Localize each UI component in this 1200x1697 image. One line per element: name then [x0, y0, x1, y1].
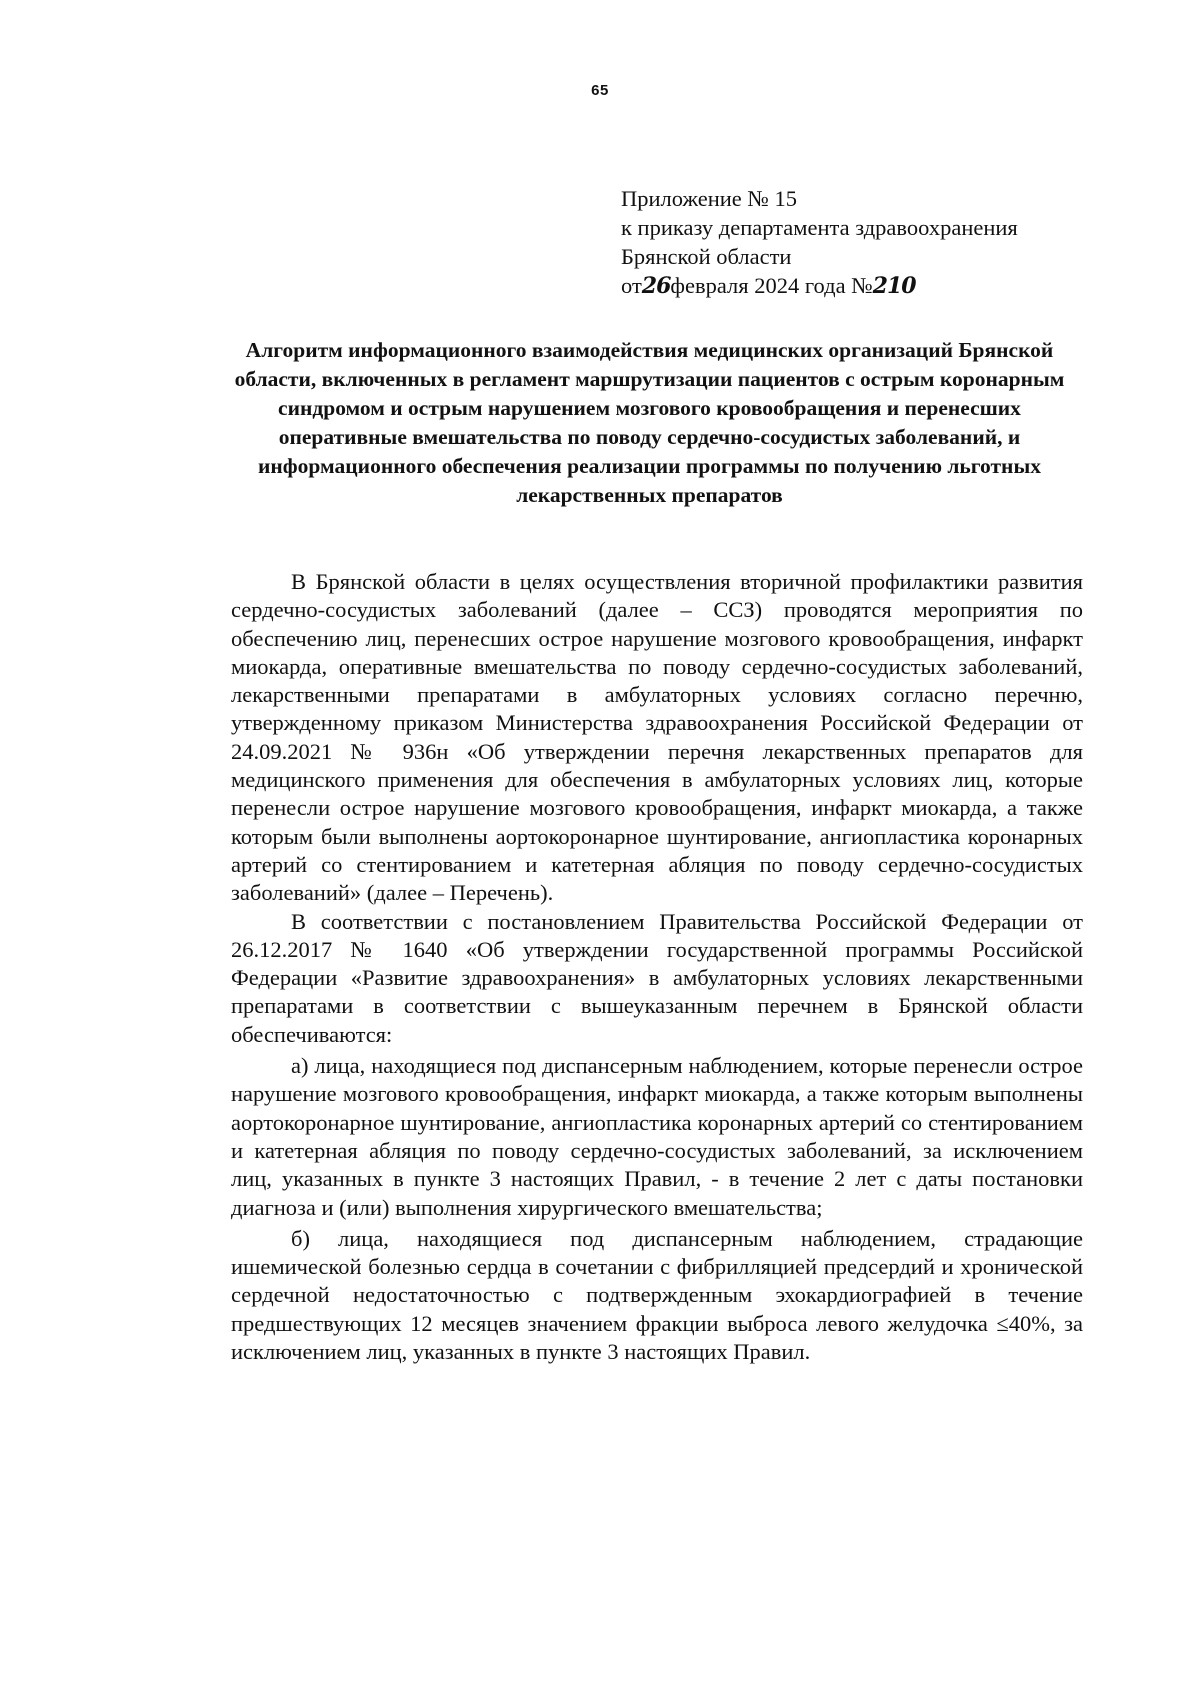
paragraph-intro: В Брянской области в целях осуществления вторичной профилактики развития сердечно-сосудистых заболеваний (далее – ССЗ) проводятся мероприятия по обеспечению лиц, перенесших острое нарушение мозгового кровообращения, инфаркт миокарда, оперативные вмешательства по поводу сердечно-сосудистых заболеваний, лекарственными препаратами в амбулаторных условиях согласно перечню, утвержденному приказом Министерства здравоохранения Российской Федерации от 24.09.2021 № 936н «Об утверждении перечня лекарственных препаратов для медицинского применения для обеспечения в амбулаторных условиях лиц, которые перенесли острое нарушение мозгового кровообращения, инфаркт миокарда, а также которым были выполнены аортокоронарное шунтирование, ангиопластика коронарных артерий со стентированием и катетерная абляция по поводу сердечно-сосудистых заболеваний» (далее – Перечень).	[231, 569, 1083, 906]
appendix-header	[621, 184, 1141, 301]
date-prefix: от	[621, 273, 642, 298]
appendix-order-date	[621, 271, 1141, 301]
appendix-order-reference: к приказу департамента здравоохранения	[621, 215, 1018, 240]
paragraph-item-b: б) лица, находящиеся под диспансерным наблюдением, страдающие ишемической болезнью сердца в сочетании с фибрилляцией предсердий и хронической сердечной недостаточностью с подтвержденным эхокардиографией в течение предшествующих 12 месяцев значением фракции выброса левого желудочка ≤40%, за исключением лиц, указанных в пункте 3 настоящих Правил.	[231, 1225, 1083, 1365]
page-number: 65	[591, 82, 609, 99]
appendix-region: Брянской области	[621, 244, 792, 269]
handwritten-date-day: 26	[641, 273, 671, 299]
document-title: Алгоритм информационного взаимодействия медицинских организаций Брянской области, включенных в регламент маршрутизации пациентов с острым коронарным синдромом и острым нарушением мозгового кровообращения и перенесших оперативные вмешательства по поводу сердечно-сосудистых заболеваний, и информационного обеспечения реализации программы по получению льготных лекарственных препаратов	[234, 338, 1065, 507]
paragraph-resolution: В соответствии с постановлением Правительства Российской Федерации от 26.12.2017 № 1640 «Об утверждении государственной программы Российской Федерации «Развитие здравоохранения» в амбулаторных условиях лекарственными препаратами в соответствии с вышеуказанным перечнем в Брянской области обеспечиваются:	[231, 908, 1083, 1047]
handwritten-order-number: 210	[872, 273, 916, 299]
paragraph-item-a: а) лица, находящиеся под диспансерным наблюдением, которые перенесли острое нарушение мозгового кровообращения, инфаркт миокарда, а также которым выполнены аортокоронарное шунтирование, ангиопластика коронарных артерий со стентированием и катетерная абляция по поводу сердечно-сосудистых заболеваний, за исключением лиц, указанных в пункте 3 настоящих Правил, - в течение 2 лет с даты постановки диагноза и (или) выполнения хирургического вмешательства;	[231, 1053, 1083, 1220]
document-body	[231, 568, 1083, 1366]
appendix-title: Приложение № 15	[621, 186, 797, 211]
date-text: февраля 2024 года №	[670, 273, 873, 298]
